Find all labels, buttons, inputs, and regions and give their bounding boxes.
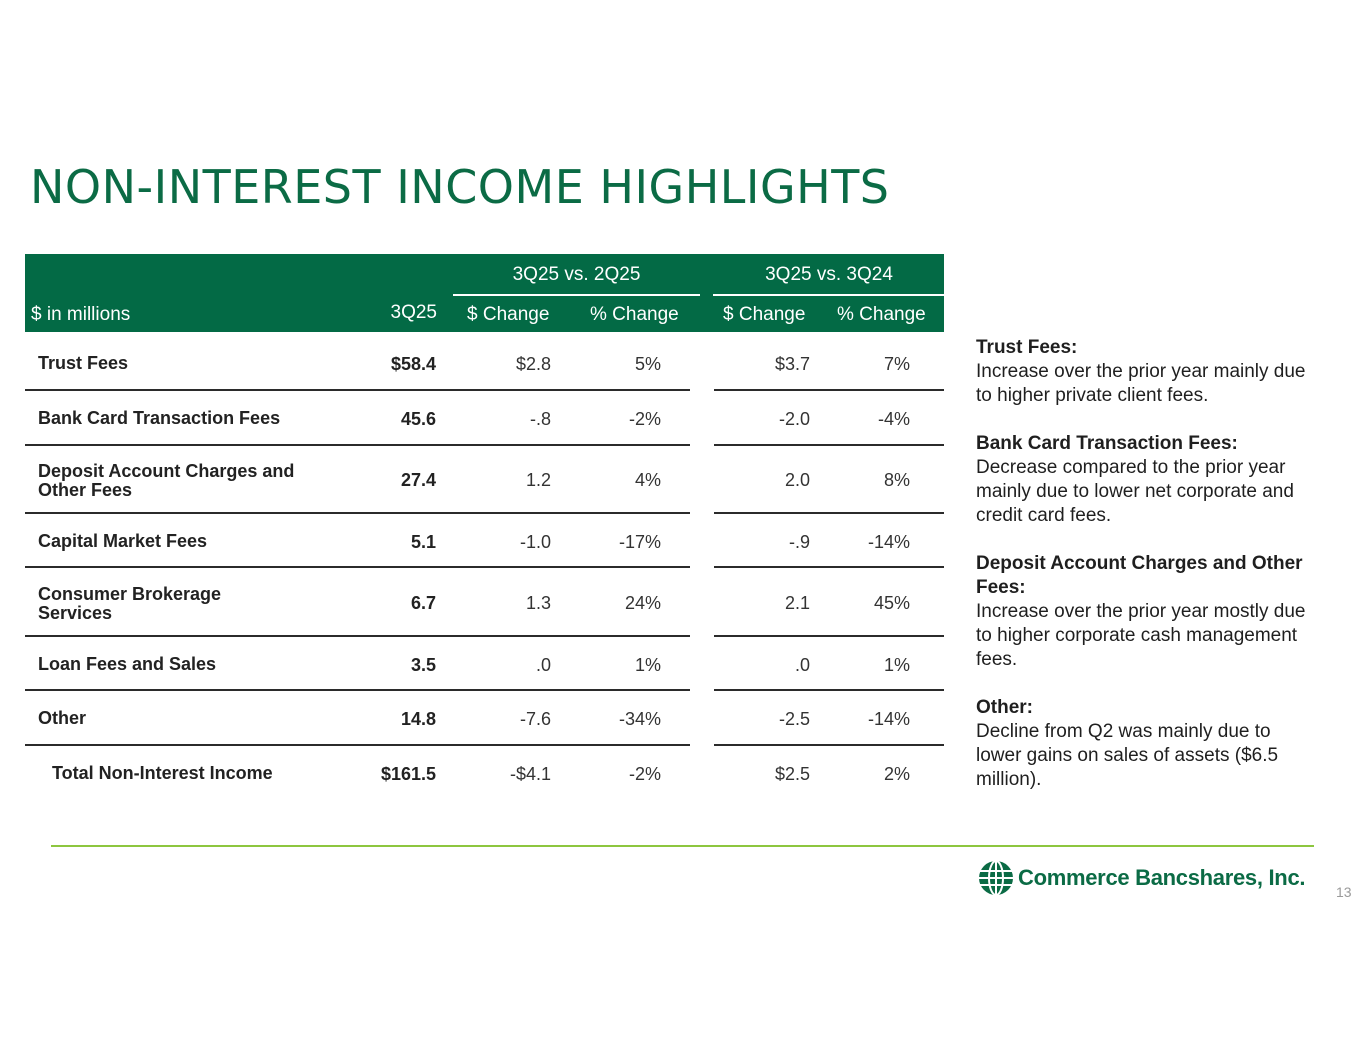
note-heading: Bank Card Transaction Fees:	[976, 433, 1238, 454]
row-3q25: 27.4	[400, 470, 436, 490]
row-3q25: 5.1	[410, 532, 436, 552]
footer-divider	[51, 845, 1314, 847]
row-pct-change-3q24: 8%	[883, 470, 910, 490]
row-divider	[714, 566, 944, 568]
row-divider	[25, 512, 690, 514]
note-heading: Other:	[976, 697, 1033, 718]
row-dollar-change-3q24: .0	[794, 655, 810, 675]
row-label: Other	[38, 708, 87, 728]
row-dollar-change-3q24: $2.5	[774, 764, 810, 784]
row-pct-change-3q24: 7%	[883, 354, 910, 374]
row-pct-change-2q25: -17%	[618, 532, 661, 552]
row-label: Total Non-Interest Income	[52, 763, 273, 783]
commentary-notes	[976, 336, 1316, 816]
column-header-3q25: 3Q25	[390, 302, 437, 323]
note-body: Increase over the prior year mostly due to higher corporate cash management fees.	[976, 601, 1306, 670]
row-dollar-change-3q24: -.9	[788, 532, 810, 552]
note-bank-card	[976, 432, 1316, 528]
row-3q25: $161.5	[380, 764, 436, 784]
row-pct-change-3q24: 45%	[873, 593, 910, 613]
column-header-pct-change-2q25: % Change	[590, 304, 679, 325]
row-dollar-change-3q24: 2.1	[784, 593, 810, 613]
row-pct-change-2q25: -2%	[628, 764, 661, 784]
row-divider	[25, 566, 690, 568]
note-trust-fees	[976, 336, 1316, 408]
table-header	[25, 254, 944, 332]
row-divider	[714, 635, 944, 637]
row-dollar-change-2q25: -7.6	[519, 709, 551, 729]
logo-text: Commerce Bancshares, Inc.	[1018, 865, 1306, 890]
row-3q25: 14.8	[400, 709, 436, 729]
note-heading: Trust Fees:	[976, 337, 1078, 358]
row-divider	[25, 744, 690, 746]
row-divider	[714, 689, 944, 691]
row-divider	[714, 512, 944, 514]
row-pct-change-3q24: 2%	[883, 764, 910, 784]
row-pct-change-3q24: 1%	[883, 655, 910, 675]
row-pct-change-3q24: -14%	[867, 709, 910, 729]
column-header-dollar-change-2q25: $ Change	[467, 304, 550, 325]
row-pct-change-2q25: 5%	[634, 354, 661, 374]
note-body: Decrease compared to the prior year mainly due to lower net corporate and credit card fees.	[976, 457, 1294, 526]
row-label: Trust Fees	[38, 353, 129, 373]
row-dollar-change-2q25: $2.8	[515, 354, 551, 374]
row-pct-change-3q24: -14%	[867, 532, 910, 552]
group-header-vs-2q25: 3Q25 vs. 2Q25	[453, 264, 700, 296]
row-pct-change-2q25: 1%	[634, 655, 661, 675]
row-label: Capital Market Fees	[38, 531, 208, 551]
note-other	[976, 696, 1316, 792]
note-body: Increase over the prior year mainly due to higher private client fees.	[976, 361, 1306, 406]
page-number: 13	[1336, 884, 1352, 900]
column-header-dollar-change-3q24: $ Change	[723, 304, 806, 325]
note-deposit-account	[976, 552, 1316, 672]
row-label: Consumer Brokerage Services	[38, 584, 222, 623]
row-divider	[714, 444, 944, 446]
row-label: Bank Card Transaction Fees	[38, 408, 281, 428]
row-pct-change-2q25: 24%	[624, 593, 661, 613]
row-divider	[714, 389, 944, 391]
row-3q25: 3.5	[410, 655, 436, 675]
row-pct-change-2q25: 4%	[634, 470, 661, 490]
row-label: Deposit Account Charges and Other Fees	[38, 461, 295, 500]
note-body: Decline from Q2 was mainly due to lower gains on sales of assets ($6.5 million).	[976, 721, 1279, 790]
column-header-label: $ in millions	[31, 304, 131, 325]
row-dollar-change-2q25: .0	[535, 655, 551, 675]
row-divider	[25, 444, 690, 446]
row-dollar-change-3q24: -2.0	[778, 409, 810, 429]
note-heading: Deposit Account Charges and Other Fees:	[976, 553, 1303, 598]
row-dollar-change-2q25: -.8	[529, 409, 551, 429]
row-pct-change-3q24: -4%	[877, 409, 910, 429]
row-dollar-change-2q25: 1.2	[525, 470, 551, 490]
group-header-vs-3q24: 3Q25 vs. 3Q24	[713, 264, 945, 296]
row-dollar-change-3q24: $3.7	[774, 354, 810, 374]
column-header-pct-change-3q24: % Change	[837, 304, 926, 325]
row-dollar-change-2q25: 1.3	[525, 593, 551, 613]
page-title: NON-INTEREST INCOME HIGHLIGHTS	[30, 160, 890, 214]
row-dollar-change-2q25: -1.0	[519, 532, 551, 552]
row-dollar-change-3q24: -2.5	[778, 709, 810, 729]
row-label: Loan Fees and Sales	[38, 654, 217, 674]
row-divider	[25, 635, 690, 637]
row-divider	[25, 689, 690, 691]
row-dollar-change-2q25: -$4.1	[509, 764, 551, 784]
globe-icon	[978, 860, 1014, 896]
row-3q25: $58.4	[390, 354, 436, 374]
row-divider	[25, 389, 690, 391]
row-3q25: 6.7	[410, 593, 436, 613]
row-pct-change-2q25: -2%	[628, 409, 661, 429]
row-dollar-change-3q24: 2.0	[784, 470, 810, 490]
row-pct-change-2q25: -34%	[618, 709, 661, 729]
row-divider	[714, 744, 944, 746]
row-3q25: 45.6	[400, 409, 436, 429]
